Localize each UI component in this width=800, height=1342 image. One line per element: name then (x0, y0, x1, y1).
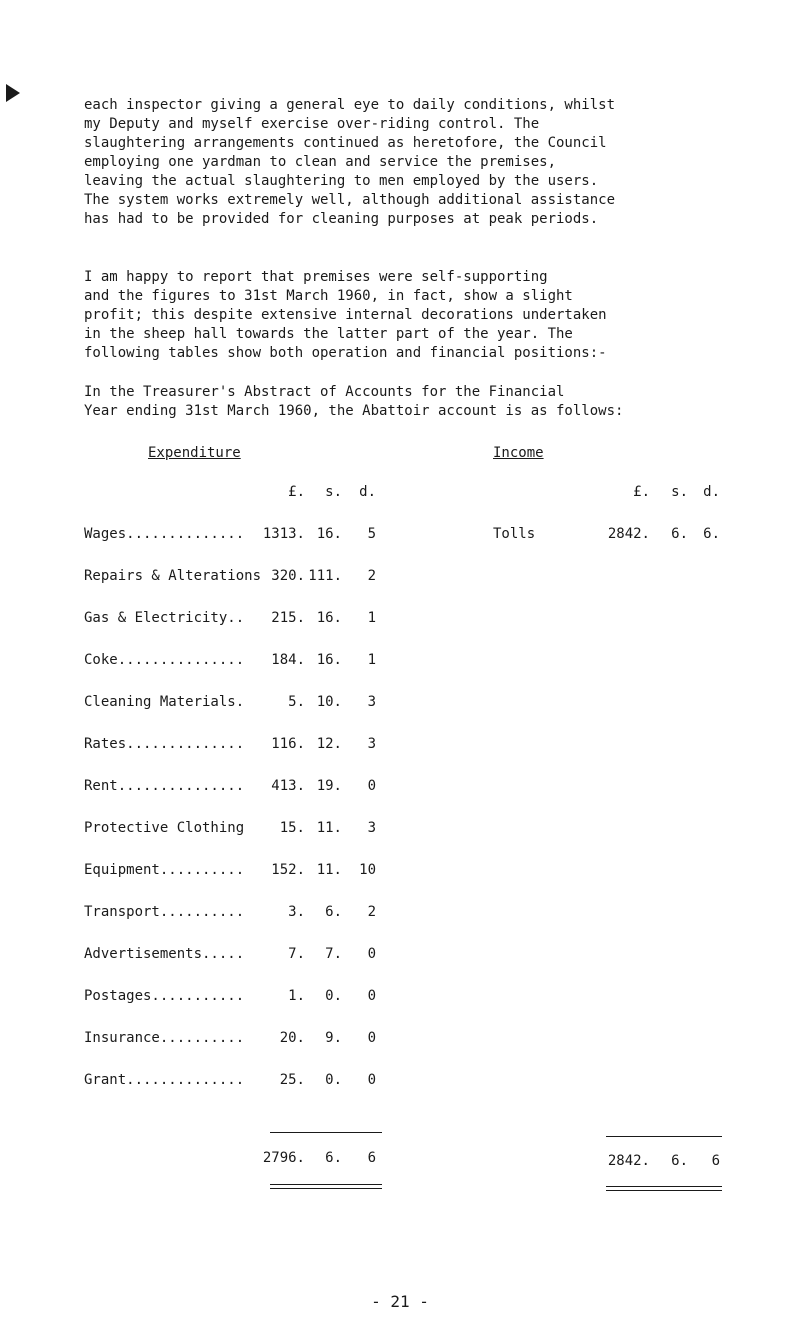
total-pence: 6 (711, 1153, 720, 1169)
income-total-rule-top (606, 1136, 722, 1137)
income-total-rule-double-1 (606, 1186, 722, 1187)
row-shillings: 0. (325, 1072, 342, 1088)
row-label: Advertisements..... (84, 946, 245, 962)
margin-arrow-mark (6, 84, 20, 102)
income-heading: Income (493, 445, 544, 461)
row-pence: 1 (367, 610, 376, 626)
row-label: Wages.............. (84, 526, 245, 542)
total-shillings: 6. (325, 1150, 342, 1166)
expenditure-total-rule-double-1 (270, 1184, 382, 1185)
row-label: Gas & Electricity.. (84, 610, 245, 626)
paragraph-slaughtering: each inspector giving a general eye to daily conditions, whilst my Deputy and myself exercise over-riding control. The slaughtering arrangements continued as heretofore, the Council employing one yardman to clean and service the premises, leaving the actual slaughtering to men employed by the users. The system works extremely well, although additional assistance has had to be provided for cleaning purposes at peak periods. (84, 97, 616, 227)
row-pence: 3 (367, 820, 376, 836)
row-pence: 2 (367, 904, 376, 920)
row-pounds: 20. (279, 1030, 305, 1046)
row-pence: 3 (367, 736, 376, 752)
income-pounds-header: £. (633, 484, 650, 500)
row-pounds: 413. (271, 778, 305, 794)
row-shillings: 11. (316, 820, 342, 836)
row-shillings: 6. (325, 904, 342, 920)
row-pounds: 116. (271, 736, 305, 752)
paragraph-finances: I am happy to report that premises were self-supporting and the figures to 31st March 1960, in fact, show a slight profit; this despite extensive internal decorations undertaken in the sheep hall towards the latter part of the year. The following tables show both operation and financial positions:- (84, 269, 607, 361)
expenditure-heading: Expenditure (148, 445, 241, 461)
total-pounds: 2796. (262, 1150, 305, 1166)
row-shillings: 16. (316, 652, 342, 668)
row-shillings: 16. (316, 610, 342, 626)
row-shillings: 7. (325, 946, 342, 962)
row-pounds: 5. (288, 694, 305, 710)
row-shillings: 11. (316, 862, 342, 878)
row-shillings: 10. (316, 694, 342, 710)
row-label: Insurance.......... (84, 1030, 245, 1046)
expenditure-pounds-header: £. (288, 484, 305, 500)
row-shillings: 9. (325, 1030, 342, 1046)
expenditure-total-rule-double-2 (270, 1188, 382, 1189)
row-label: Rent............... (84, 778, 245, 794)
row-label: Grant.............. (84, 1072, 245, 1088)
total-pence: 6 (367, 1150, 376, 1166)
page-number: - 21 - (371, 1292, 429, 1311)
total-shillings: 6. (671, 1153, 688, 1169)
row-pounds: 1313. (262, 526, 305, 542)
row-shillings: 16. (316, 526, 342, 542)
row-label: Cleaning Materials. (84, 694, 245, 710)
row-pounds: 3. (288, 904, 305, 920)
row-pence: 10 (359, 862, 376, 878)
row-pence: 5 (367, 526, 376, 542)
row-pence: 6. (703, 526, 720, 542)
row-shillings: 0. (325, 988, 342, 1004)
expenditure-shillings-header: s. (325, 484, 342, 500)
row-pence: 0 (367, 946, 376, 962)
expenditure-pence-header: d. (359, 484, 376, 500)
row-pounds: 152. (271, 862, 305, 878)
row-pounds: 320. (271, 568, 305, 584)
row-pounds: 1. (288, 988, 305, 1004)
row-shillings: 6. (671, 526, 688, 542)
row-label: Equipment.......... (84, 862, 245, 878)
row-label: Transport.......... (84, 904, 245, 920)
row-pounds: 7. (288, 946, 305, 962)
row-pounds: 2842. (607, 526, 650, 542)
row-label: Repairs & Alterations (84, 568, 262, 584)
expenditure-total-rule-top (270, 1132, 382, 1133)
row-pounds: 15. (279, 820, 305, 836)
row-label: Tolls (493, 526, 536, 542)
paragraph-treasurer-abstract: In the Treasurer's Abstract of Accounts for the Financial Year ending 31st March 1960, the Abattoir account is as follows: (84, 384, 624, 419)
row-pence: 1 (367, 652, 376, 668)
income-total-rule-double-2 (606, 1190, 722, 1191)
row-shillings: 19. (316, 778, 342, 794)
row-pence: 2 (367, 568, 376, 584)
row-pounds: 184. (271, 652, 305, 668)
row-pence: 0 (367, 1072, 376, 1088)
row-shillings: 111. (308, 568, 342, 584)
row-shillings: 12. (316, 736, 342, 752)
row-pounds: 215. (271, 610, 305, 626)
row-label: Postages........... (84, 988, 245, 1004)
row-pence: 0 (367, 778, 376, 794)
row-pence: 3 (367, 694, 376, 710)
row-pounds: 25. (279, 1072, 305, 1088)
row-label: Rates.............. (84, 736, 245, 752)
row-label: Protective Clothing (84, 820, 245, 836)
income-shillings-header: s. (671, 484, 688, 500)
total-pounds: 2842. (607, 1153, 650, 1169)
row-pence: 0 (367, 988, 376, 1004)
income-pence-header: d. (703, 484, 720, 500)
row-label: Coke............... (84, 652, 245, 668)
row-pence: 0 (367, 1030, 376, 1046)
